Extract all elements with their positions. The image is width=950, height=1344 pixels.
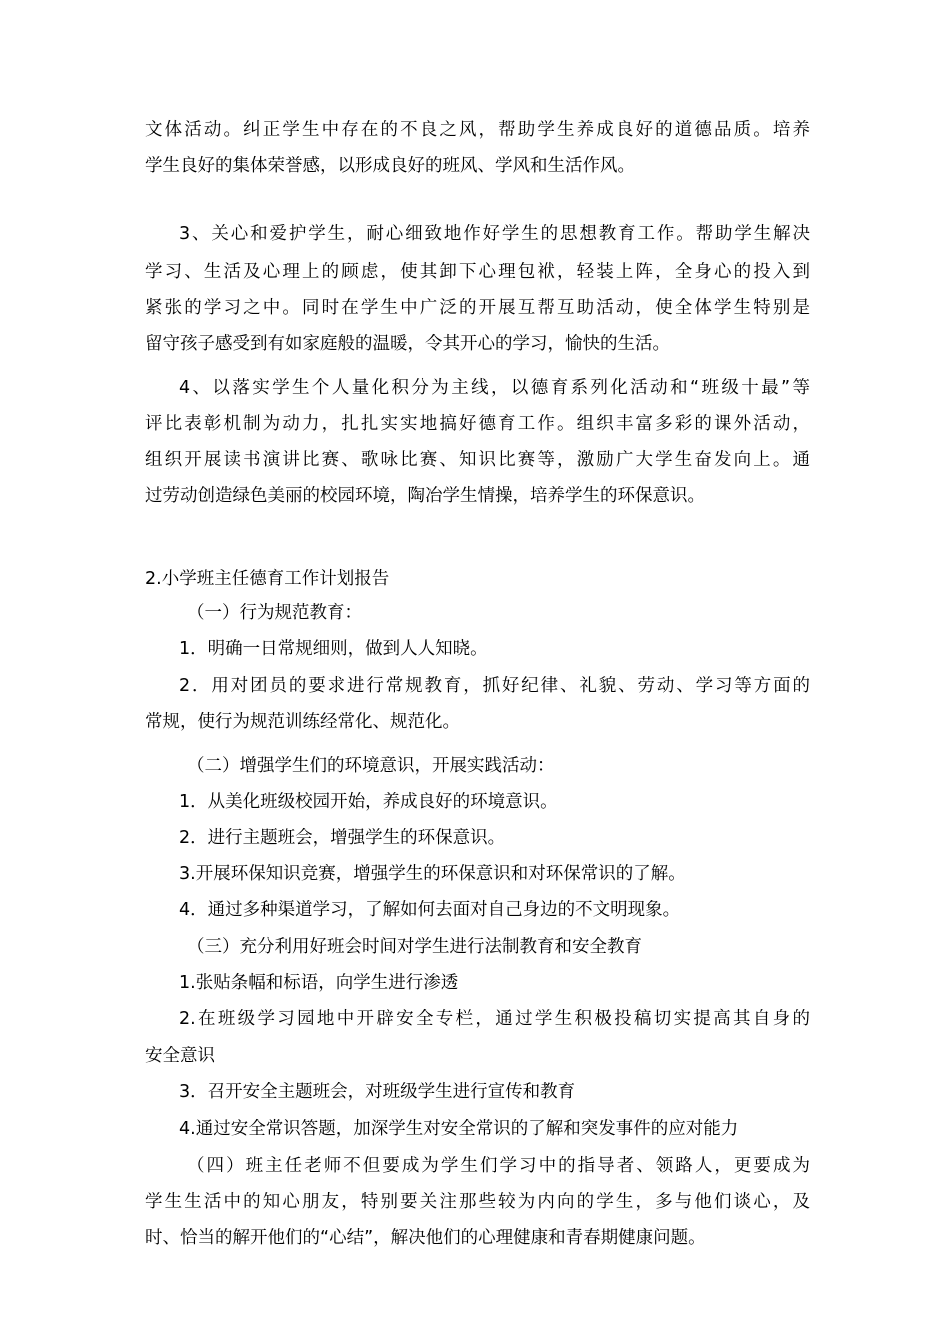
text-line: 4．通过多种渠道学习，了解如何去面对自己身边的不文明现象。 [179, 900, 681, 920]
text-line: 学习、生活及心理上的顾虑，使其卸下心理包袱，轻装上阵，全身心的投入到 [145, 262, 810, 282]
text-line: （二）增强学生们的环境意识，开展实践活动： [187, 756, 555, 776]
text-line: 常规，使行为规范训练经常化、规范化。 [145, 712, 460, 732]
text-line: 2．用对团员的要求进行常规教育，抓好纪律、礼貌、劳动、学习等方面的 [179, 676, 810, 696]
text-line: 1．明确一日常规细则，做到人人知晓。 [179, 639, 488, 659]
section-heading: 2.小学班主任德育工作计划报告 [145, 569, 390, 589]
text-line: 学生良好的集体荣誉感，以形成良好的班风、学风和生活作风。 [145, 156, 635, 176]
text-line: 4.通过安全常识答题，加深学生对安全常识的了解和突发事件的应对能力 [179, 1119, 739, 1139]
text-line: 4、以落实学生个人量化积分为主线，以德育系列化活动和“班级十最”等 [179, 378, 810, 398]
text-line: 3.开展环保知识竞赛，增强学生的环保意识和对环保常识的了解。 [179, 864, 686, 884]
text-line: 1．从美化班级校园开始，养成良好的环境意识。 [179, 792, 558, 812]
text-line: 2．进行主题班会，增强学生的环保意识。 [179, 828, 506, 848]
text-line: 时、恰当的解开他们的“心结”，解决他们的心理健康和青春期健康问题。 [145, 1228, 706, 1248]
text-line: 评比表彰机制为动力，扎扎实实地搞好德育工作。组织丰富多彩的课外活动， [145, 414, 810, 434]
text-line: （一）行为规范教育： [187, 603, 362, 623]
text-line: （三）充分利用好班会时间对学生进行法制教育和安全教育 [187, 937, 642, 957]
text-line: 组织开展读书演讲比赛、歌咏比赛、知识比赛等，激励广大学生奋发向上。通 [145, 450, 810, 470]
text-line: 3．召开安全主题班会，对班级学生进行宣传和教育 [179, 1082, 576, 1102]
text-line: （四）班主任老师不但要成为学生们学习中的指导者、领路人，更要成为 [187, 1156, 810, 1176]
text-line: 过劳动创造绿色美丽的校园环境，陶冶学生情操，培养学生的环保意识。 [145, 486, 705, 506]
text-line: 紧张的学习之中。同时在学生中广泛的开展互帮互助活动，使全体学生特别是 [145, 298, 810, 318]
text-line: 留守孩子感受到有如家庭般的温暖，令其开心的学习，愉快的生活。 [145, 334, 670, 354]
text-line: 1.张贴条幅和标语，向学生进行渗透 [179, 973, 459, 993]
text-line: 文体活动。纠正学生中存在的不良之风，帮助学生养成良好的道德品质。培养 [145, 120, 810, 140]
text-line: 安全意识 [145, 1046, 215, 1066]
text-line: 2.在班级学习园地中开辟安全专栏，通过学生积极投稿切实提高其自身的 [179, 1009, 810, 1029]
text-line: 3、关心和爱护学生，耐心细致地作好学生的思想教育工作。帮助学生解决 [179, 224, 810, 244]
text-line: 学生生活中的知心朋友，特别要关注那些较为内向的学生，多与他们谈心，及 [145, 1192, 810, 1212]
